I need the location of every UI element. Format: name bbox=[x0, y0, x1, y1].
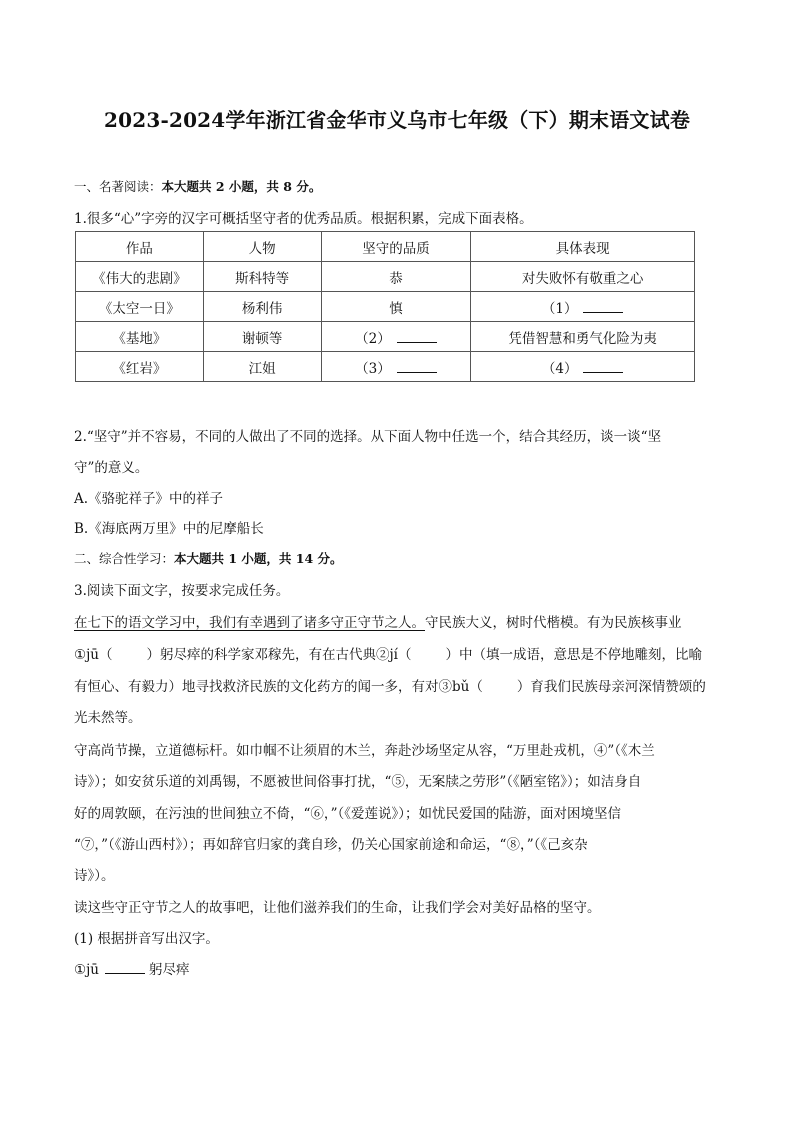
answer-blank[interactable] bbox=[583, 300, 623, 313]
q3-prompt: 3.阅读下面文字，按要求完成任务。 bbox=[74, 583, 290, 599]
blank-label: （4） bbox=[541, 360, 578, 377]
table-row bbox=[76, 352, 695, 382]
q3-passage-p1-line-4: 光未然等。 bbox=[74, 710, 142, 726]
q2-option-a: A.《骆驼祥子》中的祥子 bbox=[74, 491, 224, 507]
section-1-lead: 一、名著阅读： bbox=[74, 179, 162, 194]
passage-text: ）中（填一成语，意思是不停地雕刻，比喻 bbox=[445, 647, 702, 663]
blank-label: （2） bbox=[355, 330, 391, 347]
q3-passage-p2-line-4: “⑦，”（《游山西村》）；再如辞官归家的龚自珍，仍关心国家前途和命运，“⑧，”（《己亥杂 bbox=[74, 837, 588, 853]
section-1-info: 本大题共 2 小题，共 8 分。 bbox=[161, 179, 322, 194]
section-2-lead: 二、综合性学习： bbox=[74, 551, 175, 566]
table-cell: 《伟大的悲剧》 bbox=[76, 262, 204, 292]
q2-option-b: B.《海底两万里》中的尼摩船长 bbox=[74, 521, 264, 537]
table-cell-answer bbox=[471, 292, 695, 322]
table-row bbox=[76, 262, 695, 292]
q3-passage-p1-line-1 bbox=[74, 611, 682, 631]
table-cell: 恭 bbox=[321, 262, 471, 292]
q1-table bbox=[75, 231, 695, 382]
blank-label: （3） bbox=[355, 360, 391, 377]
passage-text: 守民族大义，树时代楷模。有为民族核事业 bbox=[425, 615, 682, 631]
q3-passage-p2-line-5: 诗》）。 bbox=[74, 868, 115, 884]
table-header-row bbox=[76, 232, 695, 262]
passage-text: 有恒心、有毅力）地寻找救济民族的文化药方的闻一多，有对③bǔ（ bbox=[74, 679, 483, 695]
q3-sub1-item bbox=[74, 958, 189, 978]
table-cell-answer bbox=[321, 322, 471, 352]
table-cell: 慎 bbox=[321, 292, 471, 322]
q3-passage-p2-line-3: 好的周敦颐，在污浊的世间独立不倚，“⑥，”（《爱莲说》）；如忧民爱国的陆游，面对困境坚信 bbox=[74, 806, 622, 822]
table-cell: 凭借智慧和勇气化险为夷 bbox=[471, 322, 695, 352]
section-1-heading bbox=[74, 177, 321, 195]
q3-passage-p2-line-1: 守高尚节操，立道德标杆。如巾帼不让须眉的木兰，奔赴沙场坚定从容，“万里赴戎机，④”（《木兰 bbox=[74, 743, 655, 759]
table-cell-answer bbox=[321, 352, 471, 382]
table-header-cell: 人物 bbox=[203, 232, 321, 262]
q3-passage-p1-line-3 bbox=[74, 675, 706, 695]
q1-prompt: 1.很多“心”字旁的汉字可概括坚守者的优秀品质。根据积累，完成下面表格。 bbox=[74, 211, 533, 227]
table-row bbox=[76, 322, 695, 352]
table-cell: 《基地》 bbox=[76, 322, 204, 352]
table-cell: 对失败怀有敬重之心 bbox=[471, 262, 695, 292]
q3-passage-p2-line-2: 诗》）；如安贫乐道的刘禹锡，不愿被世间俗事打扰，“⑤，无案牍之劳形”（《陋室铭》）；如洁身自 bbox=[74, 774, 642, 790]
section-2-heading bbox=[74, 549, 343, 567]
answer-blank[interactable] bbox=[397, 360, 437, 373]
answer-blank[interactable] bbox=[397, 330, 437, 343]
table-cell: 《红岩》 bbox=[76, 352, 204, 382]
passage-text: ）躬尽瘁的科学家邓稼先，有在古代典②jí（ bbox=[146, 647, 412, 663]
underlined-sentence: 在七下的语文学习中，我们有幸遇到了诸多守正守节之人。 bbox=[74, 615, 425, 631]
table-cell: 江姐 bbox=[203, 352, 321, 382]
table-cell: 斯科特等 bbox=[203, 262, 321, 292]
table-header-cell: 具体表现 bbox=[471, 232, 695, 262]
passage-text: 躬尽瘁 bbox=[148, 962, 190, 978]
section-2-info: 本大题共 1 小题，共 14 分。 bbox=[174, 551, 343, 566]
table-header-cell: 坚守的品质 bbox=[321, 232, 471, 262]
table-cell: 《太空一日》 bbox=[76, 292, 204, 322]
q3-passage-p1-line-2 bbox=[74, 643, 702, 663]
q3-sub1-prompt: (1) 根据拼音写出汉字。 bbox=[74, 931, 219, 947]
q2-prompt-line-1: 2.“坚守”并不容易，不同的人做出了不同的选择。从下面人物中任选一个，结合其经历，谈一谈“坚 bbox=[74, 429, 662, 445]
passage-text: ①jū（ bbox=[74, 647, 113, 663]
answer-blank[interactable] bbox=[105, 961, 145, 974]
table-cell: 杨利伟 bbox=[203, 292, 321, 322]
table-cell-answer bbox=[471, 352, 695, 382]
answer-blank[interactable] bbox=[583, 360, 623, 373]
q3-passage-p3: 读这些守正守节之人的故事吧，让他们滋养我们的生命，让我们学会对美好品格的坚守。 bbox=[74, 900, 601, 916]
blank-label: （1） bbox=[541, 300, 578, 317]
page-title: 2023-2024学年浙江省金华市义乌市七年级（下）期末语文试卷 bbox=[103, 108, 691, 132]
q2-prompt-line-2: 守”的意义。 bbox=[74, 460, 149, 476]
pinyin-label: ①jū bbox=[74, 962, 99, 978]
table-row bbox=[76, 292, 695, 322]
table-cell: 谢顿等 bbox=[203, 322, 321, 352]
passage-text: ）育我们民族母亲河深情赞颂的 bbox=[516, 679, 706, 695]
table-header-cell: 作品 bbox=[76, 232, 204, 262]
